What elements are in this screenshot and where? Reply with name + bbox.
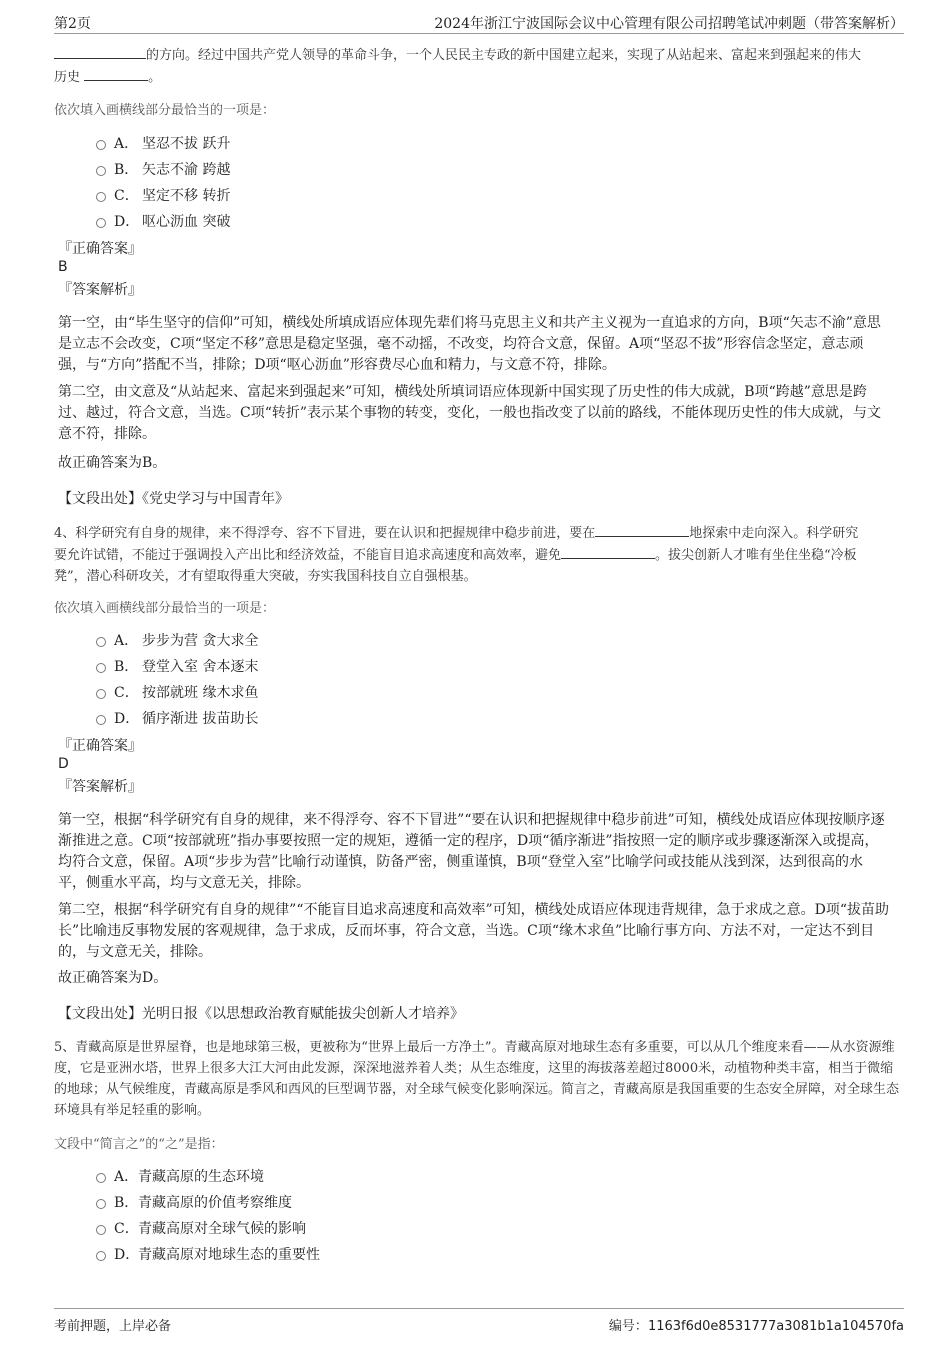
q4-source: 【文段出处】光明日报《以思想政治教育赋能拔尖创新人才培养》 (58, 1006, 464, 1022)
radio-icon[interactable] (96, 663, 106, 673)
radio-icon[interactable] (96, 689, 106, 699)
footer-slogan: 考前押题，上岸必备 (54, 1319, 172, 1334)
radio-icon[interactable] (96, 218, 106, 228)
q3-option-d[interactable]: D． 呕心沥血 突破 (96, 209, 230, 235)
q4-option-b[interactable]: B． 登堂入室 舍本逐末 (96, 654, 258, 680)
q4-option-c[interactable]: C． 按部就班 缘木求鱼 (96, 680, 258, 706)
q4-answer-label: 『正确答案』 (58, 738, 142, 754)
q5-option-d[interactable]: D．青藏高原对地球生态的重要性 (96, 1242, 320, 1268)
q3-analysis-3: 故正确答案为B。 (58, 455, 167, 471)
q3-analysis-2: 第二空，由文意及“从站起来、富起来到强起来”可知，横线处所填词语应体现新中国实现了历史性的伟大成就，B项“跨越”意思是跨过、越过，符合文意，当选。C项“转折”表示某个事物的转变，变化，一般也指改变了以前的路线，不能体现历史性的伟大成就，与文意不符，排除。 (58, 384, 882, 442)
radio-icon[interactable] (96, 715, 106, 725)
q4-answer: D (58, 756, 69, 772)
blank-line (561, 544, 655, 559)
radio-icon[interactable] (96, 1173, 106, 1183)
page-footer (54, 1308, 904, 1333)
blank-line (84, 66, 148, 81)
page-number: 第2页 (54, 16, 91, 32)
q3-passage-continued: 的方向。经过中国共产党人领导的革命斗争，一个人民民主专政的新中国建立起来，实现了从站起来、富起来到强起来的伟大 历史 。 (54, 44, 904, 88)
q5-option-b[interactable]: B．青藏高原的价值考察维度 (96, 1190, 320, 1216)
q3-answer-label: 『正确答案』 (58, 241, 142, 257)
q4-option-d[interactable]: D． 循序渐进 拔苗助长 (96, 706, 258, 732)
q3-option-c[interactable]: C． 坚定不移 转折 (96, 183, 230, 209)
q4-analysis-label: 『答案解析』 (58, 779, 142, 795)
q3-source: 【文段出处】《党史学习与中国青年》 (58, 491, 289, 507)
document-title: 2024年浙江宁波国际会议中心管理有限公司招聘笔试冲刺题（带答案解析） (434, 16, 904, 32)
q5-options (96, 1164, 320, 1268)
q5-passage: 5、青藏高原是世界屋脊，也是地球第三极，更被称为“世界上最后一方净土”。青藏高原对地球生态有多重要，可以从几个维度来看——从水资源维度，它是亚洲水塔，世界上很多大江大河由此发源，深深地滋养着人类；从生态维度，这里的海拔落差超过8000米，动植物种类丰富，相当于微缩的地球；从气候维度，青藏高原是季风和西风的巨型调节器，对全球气候变化影响深远。简言之，青藏高原是我国重要的生态安全屏障，对全球生态环境具有举足轻重的影响。 (54, 1040, 900, 1118)
blank-line (595, 522, 689, 537)
blank-line (54, 44, 146, 59)
q3-answer: B (58, 259, 68, 275)
q4-analysis-1: 第一空，根据“科学研究有自身的规律，来不得浮夸、容不下冒进”“要在认识和把握规律中稳步前进”可知，横线处成语应体现按顺序逐渐推进之意。C项“按部就班”指办事要按照一定的规矩，遵循一定的程序，D项“循序渐进”指按照一定的顺序或步骤逐渐深入或提高，均符合文意，保留。A项“步步为营”比喻行动谨慎，防备严密，侧重谨慎，B项“登堂入室”比喻学问或技能从浅到深，达到很高的水平，侧重水平高，均与文意无关，排除。 (58, 812, 885, 891)
radio-icon[interactable] (96, 637, 106, 647)
q5-option-c[interactable]: C．青藏高原对全球气候的影响 (96, 1216, 320, 1242)
q3-analysis-label: 『答案解析』 (58, 282, 142, 298)
q4-analysis-2: 第二空，根据“科学研究有自身的规律”“不能盲目追求高速度和高效率”可知，横线处成语应体现违背规律，急于求成之意。D项“拔苗助长”比喻违反事物发展的客观规律，急于求成，反而坏事，符合文意，当选。C项“缘木求鱼”比喻行事方向、方法不对，一定达不到目的，与文意无关，排除。 (58, 902, 890, 960)
q3-option-a[interactable]: A． 坚忍不拔 跃升 (96, 131, 230, 157)
q3-options (96, 131, 230, 235)
q4-options (96, 628, 258, 732)
page-header (54, 11, 904, 34)
q5-option-a[interactable]: A．青藏高原的生态环境 (96, 1164, 320, 1190)
q4-question: 依次填入画横线部分最恰当的一项是： (54, 601, 276, 616)
q4-option-a[interactable]: A． 步步为营 贪大求全 (96, 628, 258, 654)
q4-passage: 4、科学研究有自身的规律，来不得浮夸、容不下冒进，要在认识和把握规律中稳步前进，要在 地探索中走向深入。科学研究 要允许试错，不能过于强调投入产出比和经济效益，不能盲目追求高速度和高效率，避免 。拔尖创新人才唯有坐住坐稳“冷板 凳”，潜心科研攻关，才有望取得重大突破，夯实我国科技自立自强根基。 (54, 522, 904, 587)
radio-icon[interactable] (96, 192, 106, 202)
q5-question: 文段中“简言之”的“之”是指： (54, 1137, 224, 1152)
q3-question: 依次填入画横线部分最恰当的一项是： (54, 103, 276, 118)
q4-analysis-3: 故正确答案为D。 (58, 970, 168, 986)
q3-analysis-1: 第一空，由“毕生坚守的信仰”可知，横线处所填成语应体现先辈们将马克思主义和共产主义视为一直追求的方向，B项“矢志不渝”意思是立志不会改变，C项“坚定不移”意思是稳定坚强，毫不动摇，不改变，均符合文意，保留。A项“坚忍不拔”形容信念坚定，意志顽强，与“方向”搭配不当，排除；D项“呕心沥血”形容费尽心血和精力，与文意不符，排除。 (58, 315, 881, 373)
radio-icon[interactable] (96, 140, 106, 150)
radio-icon[interactable] (96, 1199, 106, 1209)
radio-icon[interactable] (96, 1251, 106, 1261)
q3-option-b[interactable]: B． 矢志不渝 跨越 (96, 157, 230, 183)
radio-icon[interactable] (96, 1225, 106, 1235)
document-id: 编号：1163f6d0e8531777a3081b1a104570fa (608, 1319, 904, 1334)
radio-icon[interactable] (96, 166, 106, 176)
